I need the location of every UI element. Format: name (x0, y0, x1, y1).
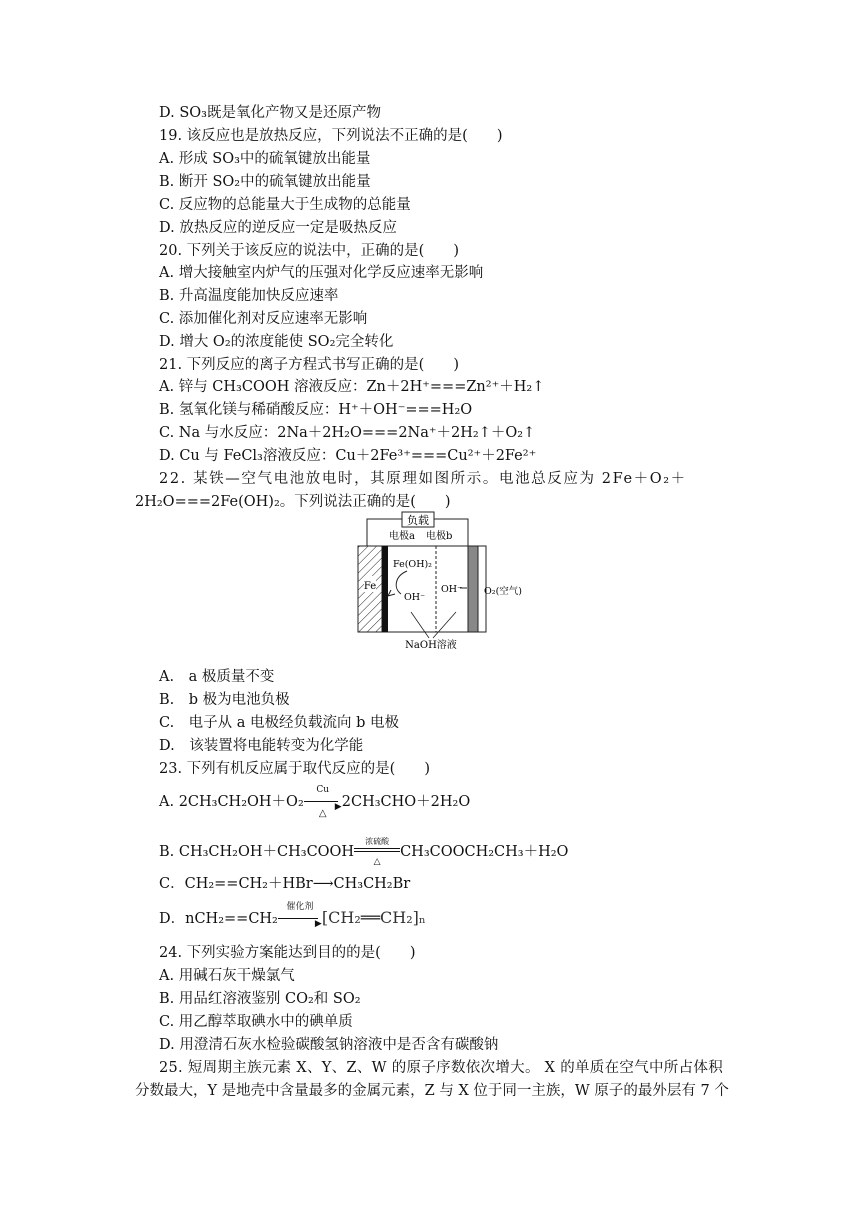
q23-stem: 23. 下列有机反应属于取代反应的是( ) (159, 761, 430, 777)
q24-stem: 24. 下列实验方案能达到目的的是( ) (159, 945, 416, 961)
q21-option-c: C. Na 与水反应：2Na＋2H₂O===2Na⁺＋2H₂↑＋O₂↑ (159, 425, 536, 441)
fe-label: Fe (363, 581, 377, 592)
load-label: 负载 (407, 514, 429, 527)
q25-stem: 25. 短周期主族元素 X、Y、Z、W 的原子序数依次增大。 X 的单质在空气中所占体积 (159, 1060, 723, 1076)
q20-option-a: A. 增大接触室内炉气的压强对化学反应速率无影响 (159, 265, 484, 281)
o2-label: O₂(空气) (484, 586, 523, 597)
q21-option-d: D. Cu 与 FeCl₃溶液反应：Cu＋2Fe³⁺===Cu²⁺＋2Fe²⁺ (159, 448, 537, 464)
q20-stem: 20. 下列关于该反应的说法中，正确的是( ) (159, 243, 459, 259)
q22-stem-cont: 2H₂O===2Fe(OH)₂。下列说法正确的是( ) (135, 494, 451, 510)
q23d-reactants: D．nCH₂==CH₂ (159, 911, 278, 927)
q18-option-d: D. SO₃既是氧化产物又是还原产物 (159, 105, 381, 121)
battery-diagram (355, 508, 540, 653)
q22-option-b: B. b 极为电池负极 (159, 692, 290, 708)
q23d-catalyst: 催化剂 (286, 902, 314, 912)
q23a-reactants: A. 2CH₃CH₂OH＋O₂ (159, 794, 304, 810)
q23-option-d (159, 902, 426, 929)
q23b-heat: △ (373, 857, 381, 867)
q24-option-c: C. 用乙醇萃取碘水中的碘单质 (159, 1014, 353, 1030)
q21-option-b: B. 氢氧化镁与稀硝酸反应：H⁺＋OH⁻===H₂O (159, 402, 473, 418)
q20-option-b: B. 升高温度能加快反应速率 (159, 288, 339, 304)
naoh-label: NaOH溶液 (405, 640, 457, 651)
q24-option-b: B. 用品红溶液鉴别 CO₂和 SO₂ (159, 991, 361, 1007)
electrode-a-label: 电极a (389, 531, 415, 542)
q23a-arrow: Cu ▶ △ (304, 792, 342, 812)
q23-option-a (159, 785, 471, 819)
q25-stem-cont: 分数最大，Y 是地壳中含量最多的金属元素，Z 与 X 位于同一主族，W 原子的最外层有 7 个 (135, 1083, 729, 1099)
q23a-catalyst: Cu (316, 785, 330, 795)
fe-oh2-label: Fe(OH)₂ (393, 559, 432, 570)
q23-option-c: C．CH₂==CH₂＋HBr⟶CH₃CH₂Br (159, 876, 411, 892)
q23b-catalyst: 浓硫酸 (365, 837, 390, 846)
q22-option-a: A. a 极质量不变 (159, 669, 275, 685)
q21-option-a: A. 锌与 CH₃COOH 溶液反应：Zn＋2H⁺===Zn²⁺＋H₂↑ (159, 379, 545, 395)
oh-right-label: OH⁻ (441, 584, 463, 595)
q22-option-d: D. 该装置将电能转变为化学能 (159, 738, 364, 754)
oh-left-label: OH⁻ (404, 592, 426, 603)
q23a-heat: △ (318, 808, 327, 819)
q19-option-b: B. 断开 SO₂中的硫氧键放出能量 (159, 174, 371, 190)
q23d-arrow: 催化剂 ▶ (278, 909, 322, 929)
q23a-products: 2CH₃CHO＋2H₂O (341, 794, 471, 810)
q23b-products: CH₃COOCH₂CH₃＋H₂O (400, 844, 569, 860)
q24-option-d: D. 用澄清石灰水检验碳酸氢钠溶液中是否含有碳酸钠 (159, 1037, 499, 1053)
q23b-equilibrium (354, 837, 400, 867)
q21-stem: 21. 下列反应的离子方程式书写正确的是( ) (159, 357, 459, 373)
q23b-reactants: B. CH₃CH₂OH＋CH₃COOH (159, 844, 355, 860)
q20-option-c: C. 添加催化剂对反应速率无影响 (159, 311, 368, 327)
q23d-polymer: [CH₂══CH₂]ₙ (321, 908, 426, 927)
q22-option-c: C. 电子从 a 电极经负载流向 b 电极 (159, 715, 400, 731)
q19-stem: 19. 该反应也是放热反应，下列说法不正确的是( ) (159, 128, 503, 144)
q19-option-a: A. 形成 SO₃中的硫氧键放出能量 (159, 151, 371, 167)
electrode-b (468, 546, 478, 632)
q19-option-c: C. 反应物的总能量大于生成物的总能量 (159, 197, 411, 213)
q22-stem: 22. 某铁—空气电池放电时，其原理如图所示。电池总反应为 2Fe＋O₂＋ (159, 471, 687, 487)
electrode-a (382, 546, 388, 632)
q20-option-d: D. 增大 O₂的浓度能使 SO₂完全转化 (159, 334, 394, 350)
electrode-b-label: 电极b (426, 531, 453, 542)
q24-option-a: A. 用碱石灰干燥氯气 (159, 968, 295, 984)
q19-option-d: D. 放热反应的逆反应一定是吸热反应 (159, 220, 397, 236)
q23-option-b (159, 837, 569, 867)
